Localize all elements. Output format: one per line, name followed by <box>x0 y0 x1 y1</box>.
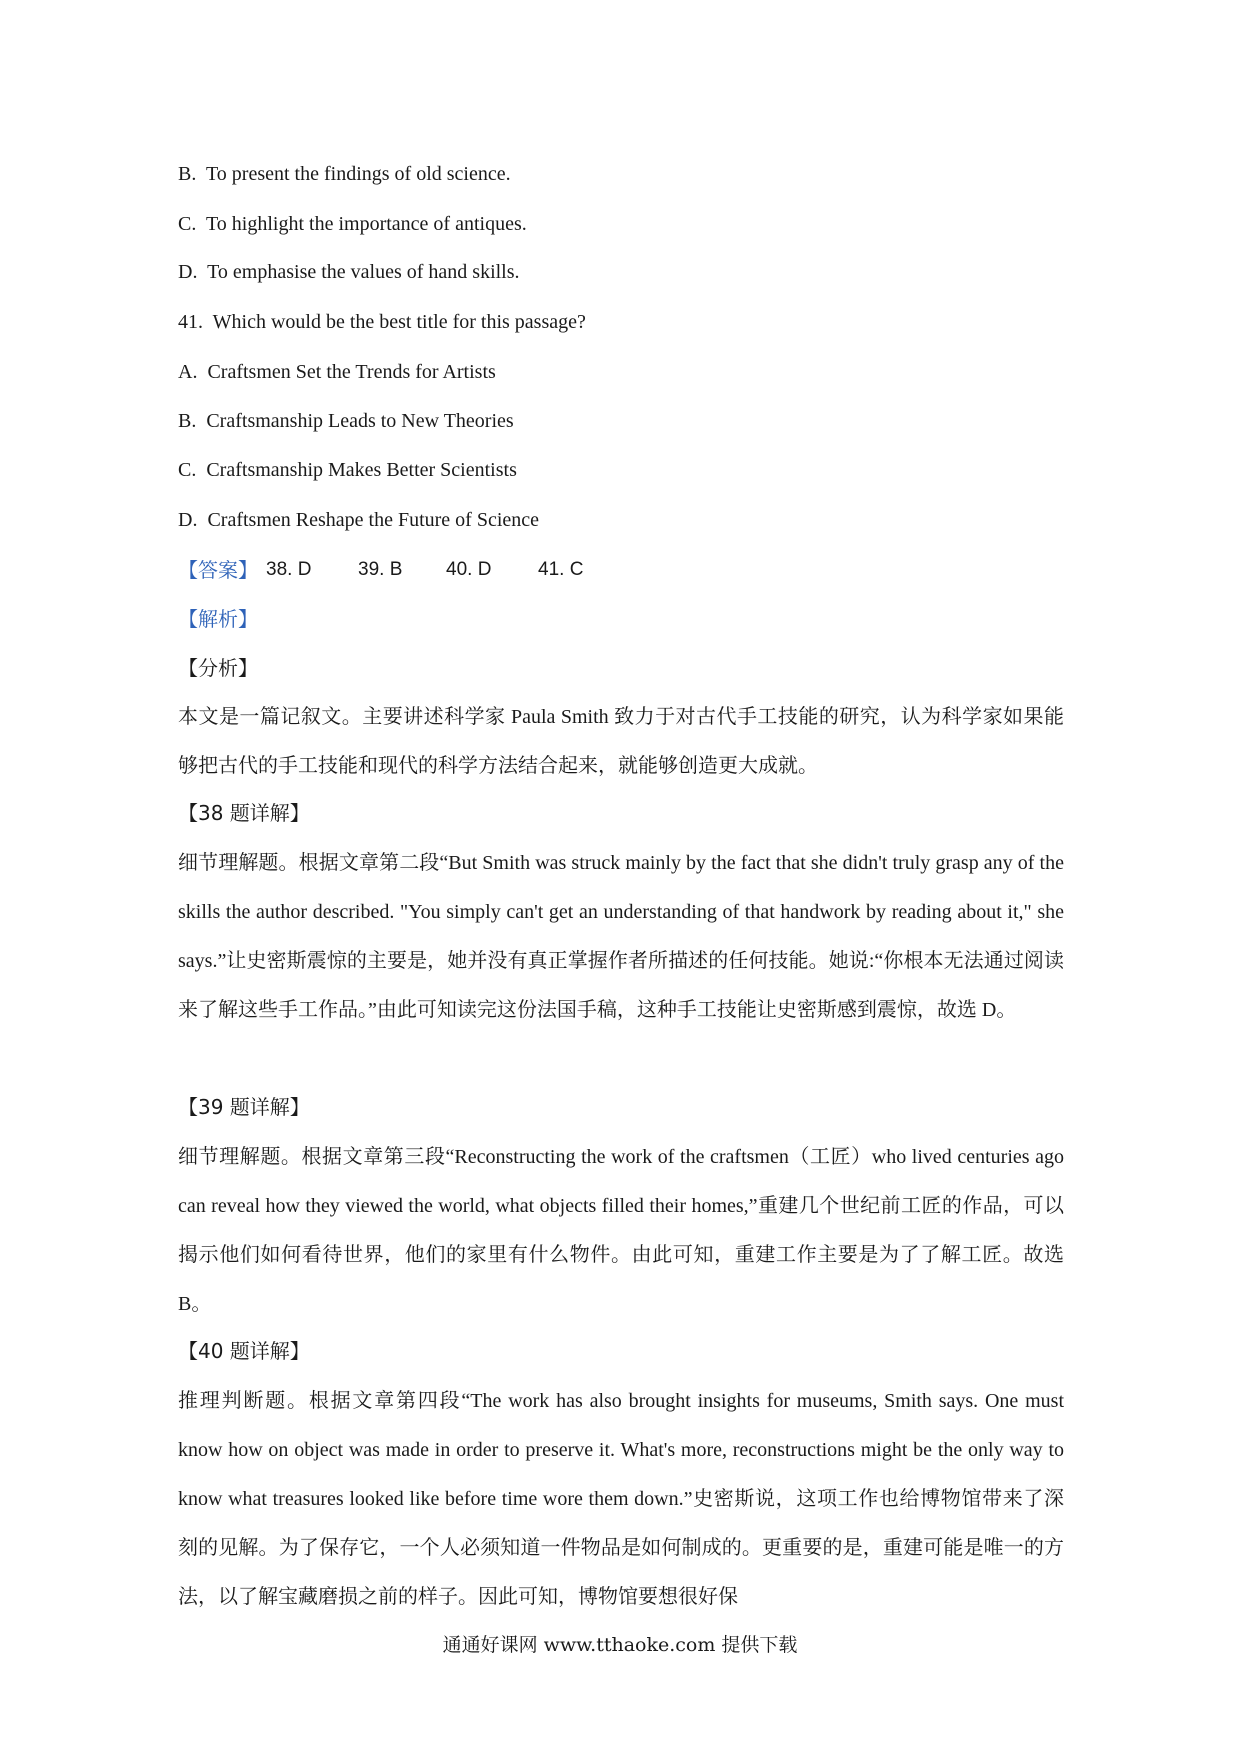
answer-39: 39. B <box>358 559 403 580</box>
fenxi-paragraph: 本文是一篇记叙文。主要讲述科学家 Paula Smith 致力于对古代手工技能的研究，认为科学家如果能够把古代的手工技能和现代的科学方法结合起来，就能够创造更大成就。 <box>178 706 1064 777</box>
q40-heading: 【40 题详解】 <box>178 1339 310 1363</box>
q41-option-c: C. Craftsmanship Makes Better Scientists <box>178 459 517 481</box>
answer-38: 38. D <box>266 559 312 580</box>
answer-40: 40. D <box>446 559 492 580</box>
q41-question: 41. Which would be the best title for this passage? <box>178 311 586 333</box>
q41-option-a: A. Craftsmen Set the Trends for Artists <box>178 361 496 383</box>
analysis-heading: 【解析】 <box>178 607 258 631</box>
q40-option-c: C. To highlight the importance of antiques. <box>178 213 527 235</box>
answer-41: 41. C <box>538 559 584 580</box>
answer-label: 【答案】 <box>178 558 258 582</box>
q41-option-b: B. Craftsmanship Leads to New Theories <box>178 410 514 432</box>
q40-option-b: B. To present the findings of old science. <box>178 163 511 185</box>
q40-paragraph: 推理判断题。根据文章第四段“The work has also brought insights for museums, Smith says. One must know how on object was made in order to preserve it. What's more, reconstructions might be the only way to know what treasures looked like before time wore them down.”史密斯说，这项工作也给博物馆带来了深刻的见解。为了保存它，一个人必须知道一件物品是如何制成的。更重要的是，重建可能是唯一的方法，以了解宝藏磨损之前的样子。因此可知，博物馆要想很好保 <box>178 1390 1064 1608</box>
answer-row <box>178 557 678 583</box>
page-footer: 通通好课网 www.tthaoke.com 提供下载 <box>442 1634 798 1656</box>
q41-option-d: D. Craftsmen Reshape the Future of Science <box>178 509 540 531</box>
q40-option-d: D. To emphasise the values of hand skills. <box>178 261 520 283</box>
fenxi-heading: 【分析】 <box>178 656 258 680</box>
q39-paragraph: 细节理解题。根据文章第三段“Reconstructing the work of the craftsmen（工匠）who lived centuries ago can reveal how they viewed the world, what objects filled their homes,”重建几个世纪前工匠的作品，可以揭示他们如何看待世界，他们的家里有什么物件。由此可知，重建工作主要是为了了解工匠。故选 B。 <box>178 1146 1064 1315</box>
q38-paragraph: 细节理解题。根据文章第二段“But Smith was struck mainly by the fact that she didn't truly grasp any of the skills the author described. "You simply can't get an understanding of that handwork by reading about it," she says.”让史密斯震惊的主要是，她并没有真正掌握作者所描述的任何技能。她说:“你根本无法通过阅读来了解这些手工作品。”由此可知读完这份法国手稿，这种手工技能让史密斯感到震惊，故选 D。 <box>178 852 1064 1021</box>
q39-heading: 【39 题详解】 <box>178 1095 310 1119</box>
q38-heading: 【38 题详解】 <box>178 801 310 825</box>
